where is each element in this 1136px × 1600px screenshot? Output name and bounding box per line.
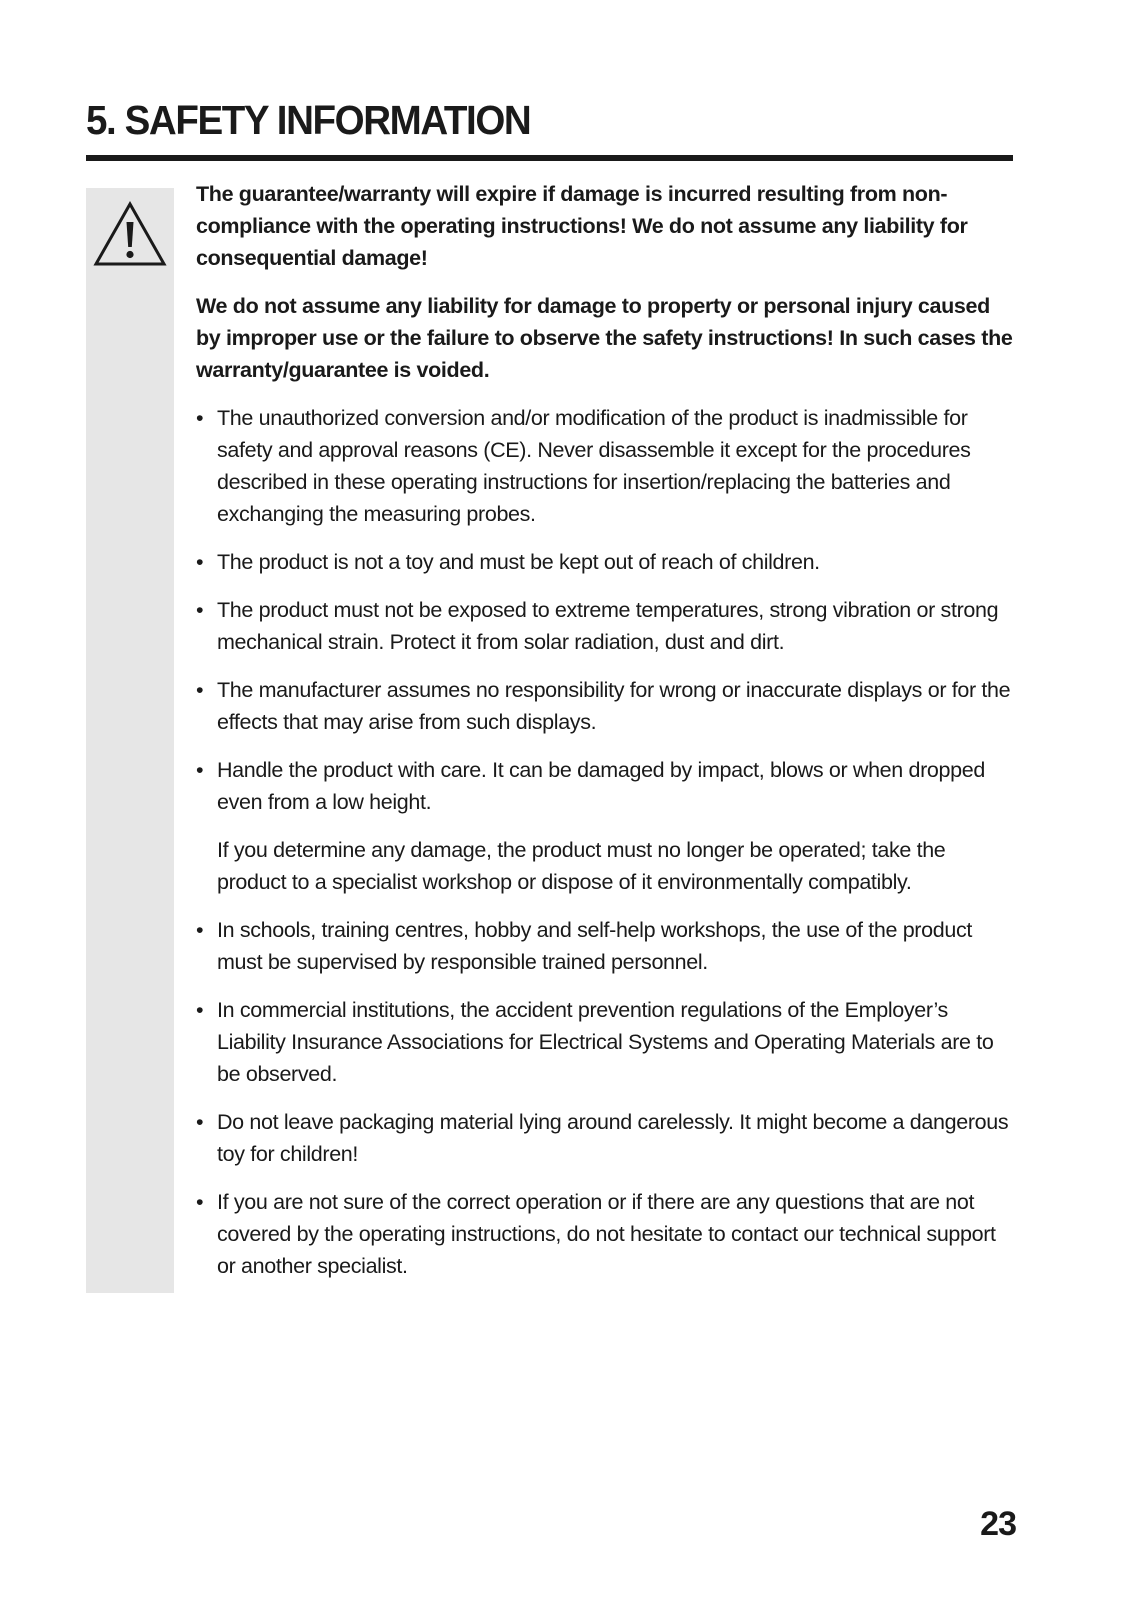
safety-bullet-list: [196, 402, 1016, 1282]
liability-warning: We do not assume any liability for damage to property or personal injury caused by improper use or the failure to observe the safety instructions! In such cases the warranty/guarantee is voided.: [196, 294, 1013, 382]
bullet-text: In commercial institutions, the accident prevention regulations of the Employer’s Liability Insurance Associations for Electrical Systems and Operating Materials are to be observed.: [217, 998, 994, 1086]
damage-note: If you determine any damage, the product must no longer be operated; take the product to a specialist workshop or dispose of it environmentally compatibly.: [217, 838, 946, 894]
bullet-text: If you are not sure of the correct operation or if there are any questions that are not covered by the operating instructions, do not hesitate to contact our technical support or another specialist.: [217, 1190, 996, 1278]
bullet-not-a-toy: [196, 546, 1016, 578]
bullet-packaging: [196, 1106, 1016, 1170]
bullet-text: The manufacturer assumes no responsibility for wrong or inaccurate displays or for the effects that may arise from such displays.: [217, 678, 1011, 734]
section-title: 5. SAFETY INFORMATION: [86, 97, 531, 143]
bullet-schools: [196, 914, 1016, 978]
bullet-text: Handle the product with care. It can be damaged by impact, blows or when dropped even from a low height.: [217, 758, 985, 814]
heading-divider: [86, 155, 1013, 161]
bullet-manufacturer-responsibility: [196, 674, 1016, 738]
bullet-text: The unauthorized conversion and/or modification of the product is inadmissible for safety and approval reasons (CE). Never disassemble it except for the procedures described in these operating instructions for insertion/replacing the batteries and exchanging the measuring probes.: [217, 406, 971, 526]
bullet-modification: [196, 402, 1016, 530]
bullet-environment: [196, 594, 1016, 658]
bullet-text: The product must not be exposed to extreme temperatures, strong vibration or strong mechanical strain. Protect it from solar radiation, dust and dirt.: [217, 598, 999, 654]
warning-triangle-icon: [92, 200, 168, 268]
bullet-text: Do not leave packaging material lying around carelessly. It might become a dangerous toy for children!: [217, 1110, 1009, 1166]
bullet-handle-with-care: [196, 754, 1016, 898]
warranty-warning: The guarantee/warranty will expire if damage is incurred resulting from non-compliance with the operating instructions! We do not assume any liability for consequential damage!: [196, 182, 968, 270]
bullet-text: The product is not a toy and must be kept out of reach of children.: [217, 550, 820, 574]
bullet-contact-support: [196, 1186, 1016, 1282]
warning-sidebar: [86, 188, 174, 1293]
bullet-text: In schools, training centres, hobby and self-help workshops, the use of the product must be supervised by responsible trained personnel.: [217, 918, 972, 974]
page-number: 23: [980, 1505, 1016, 1543]
safety-content: [196, 178, 1016, 1298]
bullet-commercial-institutions: [196, 994, 1016, 1090]
